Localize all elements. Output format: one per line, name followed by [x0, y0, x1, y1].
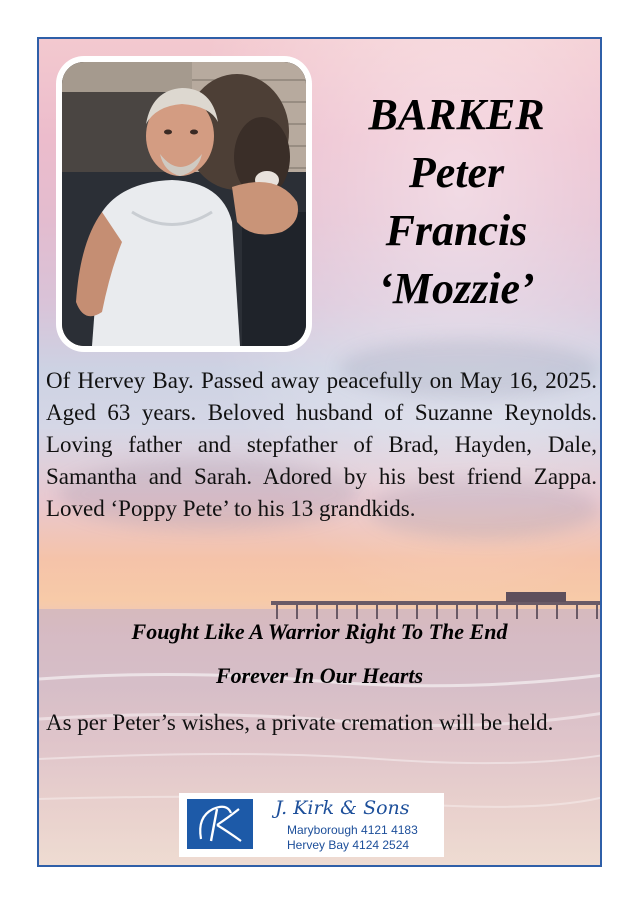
- surname: BARKER: [368, 90, 545, 139]
- tagline-warrior: Fought Like A Warrior Right To The End: [131, 619, 508, 644]
- logo-maryborough-phone: Maryborough 4121 4183: [287, 823, 418, 837]
- deceased-name-heading: [334, 91, 579, 323]
- cremation-wishes-text: As per Peter’s wishes, a private cremation will be held.: [46, 710, 554, 735]
- pier-silhouette: [271, 592, 602, 622]
- kirk-logo-icon: [187, 799, 253, 849]
- logo-hervey-bay-phone: Hervey Bay 4124 2524: [287, 838, 410, 852]
- logo-company-name: J. Kirk & Sons: [275, 797, 410, 819]
- portrait-photo: [62, 62, 306, 346]
- funeral-director-logo: [179, 793, 444, 857]
- middle-name: Francis: [385, 206, 528, 255]
- nickname: ‘Mozzie’: [378, 264, 535, 313]
- death-notice: [37, 37, 602, 867]
- tagline-hearts: Forever In Our Hearts: [215, 663, 424, 688]
- portrait-frame: [56, 56, 312, 352]
- notice-body-text: Of Hervey Bay. Passed away peacefully on May 16, 2025. Aged 63 years. Beloved husband of Suzanne Reynolds. Loving father and stepfather of Brad, Hayden, Dale, Samantha and Sarah. Adored by his best friend Zappa. Loved ‘Poppy Pete’ to his 13 grandkids.: [46, 368, 597, 521]
- first-name: Peter: [408, 148, 505, 197]
- portrait-illustration: [62, 62, 306, 346]
